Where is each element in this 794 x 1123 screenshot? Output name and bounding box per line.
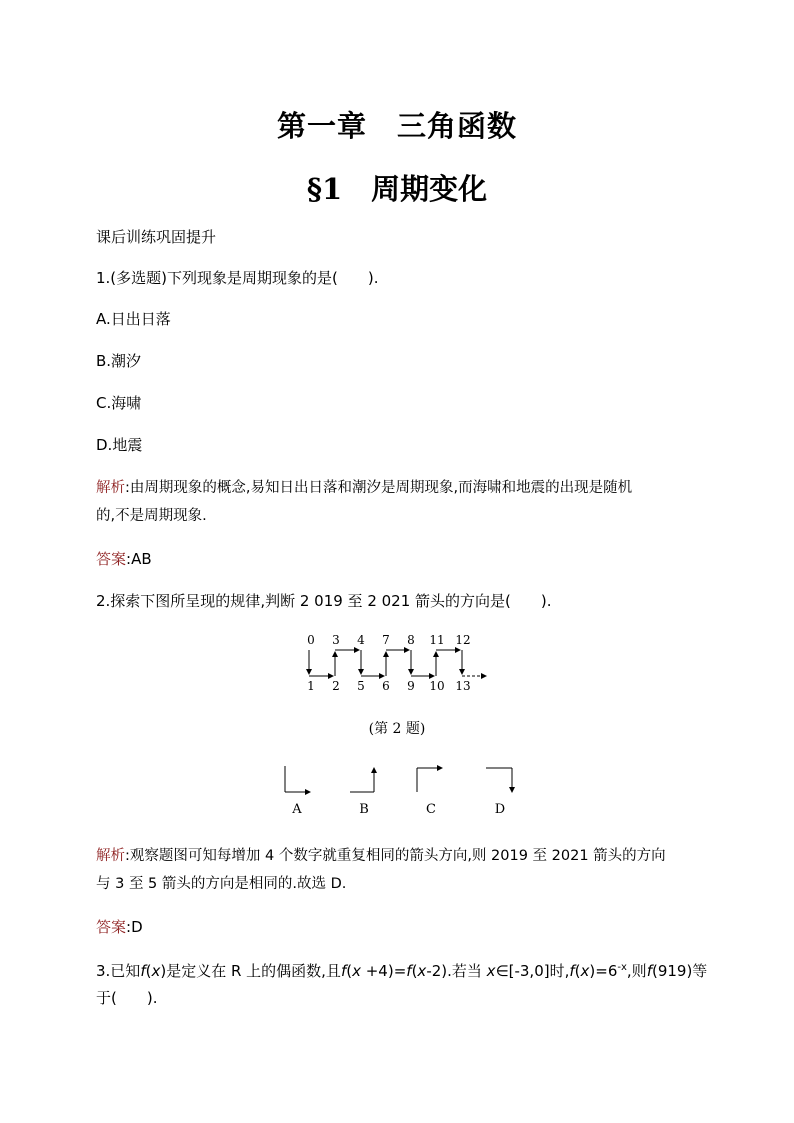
q3-math-x: x xyxy=(352,962,361,980)
q1-option-c: C.海啸 xyxy=(96,394,142,412)
q3-math-x: x xyxy=(580,962,590,980)
q3-text: )=6 xyxy=(589,962,618,980)
bottom-number: 10 xyxy=(429,679,445,693)
q3-text: ( xyxy=(346,962,353,980)
answer-label: 答案 xyxy=(96,550,127,568)
q3-text: 3.已知 xyxy=(96,962,141,980)
q3-text: -2).若当 xyxy=(426,962,487,980)
q3-math-f: f xyxy=(569,962,575,980)
q3-text: )是定义在 R 上的偶函数,且 xyxy=(160,962,341,980)
q1-analysis-text-2: 的,不是周期现象. xyxy=(96,508,207,524)
subtitle: 课后训练巩固提升 xyxy=(96,228,217,246)
chapter-title: 第一章 三角函数 xyxy=(276,109,517,143)
q3-stem-line2: 于( ). xyxy=(96,989,158,1007)
q3-text: ( xyxy=(145,962,152,980)
q2-answer-value: :D xyxy=(126,918,143,936)
top-number: 8 xyxy=(407,633,415,647)
q1-analysis xyxy=(96,478,700,526)
analysis-label: 解析 xyxy=(96,480,125,496)
choice-label-b: B xyxy=(359,802,369,817)
q3-math-f: f xyxy=(646,962,652,980)
q1-option-d: D.地震 xyxy=(96,436,143,454)
q1-option-a: A.日出日落 xyxy=(96,310,171,328)
q1-answer-value: :AB xyxy=(126,550,152,568)
choice-label-c: C xyxy=(426,802,436,817)
answer-label: 答案 xyxy=(96,918,127,936)
top-number: 12 xyxy=(455,633,471,647)
q3-text: ,则 xyxy=(626,962,647,980)
bottom-number: 9 xyxy=(407,679,415,693)
top-number: 4 xyxy=(357,633,365,647)
choice-label-a: A xyxy=(292,802,302,817)
section-title: §1 周期变化 xyxy=(306,172,488,206)
bottom-number: 6 xyxy=(382,679,390,693)
top-number: 3 xyxy=(332,633,340,647)
bottom-number: 2 xyxy=(332,679,340,693)
q3-stem-line1 xyxy=(96,958,707,981)
q1-stem: 1.(多选题)下列现象是周期现象的是( ). xyxy=(96,269,379,287)
q3-math-f: f xyxy=(406,962,412,980)
top-number: 11 xyxy=(429,633,445,647)
q3-math-f: f xyxy=(340,962,347,980)
bottom-number: 13 xyxy=(455,679,471,693)
figure-caption: (第 2 题) xyxy=(368,721,426,737)
top-number: 7 xyxy=(382,633,390,647)
q3-text: ∈[-3,0]时, xyxy=(495,962,570,980)
choice-label-d: D xyxy=(494,802,506,817)
q2-stem: 2.探索下图所呈现的规律,判断 2 019 至 2 021 箭头的方向是( ). xyxy=(96,592,552,610)
q3-exponent: -x xyxy=(617,962,627,973)
q2-answer xyxy=(96,917,143,937)
q2-analysis xyxy=(96,846,700,894)
q1-option-b: B.潮汐 xyxy=(96,352,142,370)
bottom-number: 5 xyxy=(357,679,365,693)
arrow-pattern-figure xyxy=(300,628,500,696)
q3-text: ( xyxy=(574,962,581,980)
top-number: 0 xyxy=(307,633,315,647)
q1-analysis-text-1: :由周期现象的概念,易知日出日落和潮汐是周期现象,而海啸和地震的出现是随机 xyxy=(125,480,633,496)
q3-math-x: x xyxy=(417,962,427,980)
q2-analysis-text-2: 与 3 至 5 箭头的方向是相同的.故选 D. xyxy=(96,876,347,892)
q3-text: +4)= xyxy=(360,962,407,980)
q3-text: ( xyxy=(411,962,418,980)
q2-analysis-text-1: :观察题图可知每增加 4 个数字就重复相同的箭头方向,则 2019 至 2021 箭头的方向 xyxy=(125,848,666,864)
arrow-choices-figure xyxy=(270,760,530,820)
q1-answer xyxy=(96,549,152,569)
bottom-number: 1 xyxy=(307,679,315,693)
q3-math-x: x xyxy=(151,962,161,980)
analysis-label: 解析 xyxy=(96,848,125,864)
q3-math-f: f xyxy=(140,962,146,980)
q3-math-x: x xyxy=(486,962,496,980)
q3-text: (919)等 xyxy=(651,962,708,980)
